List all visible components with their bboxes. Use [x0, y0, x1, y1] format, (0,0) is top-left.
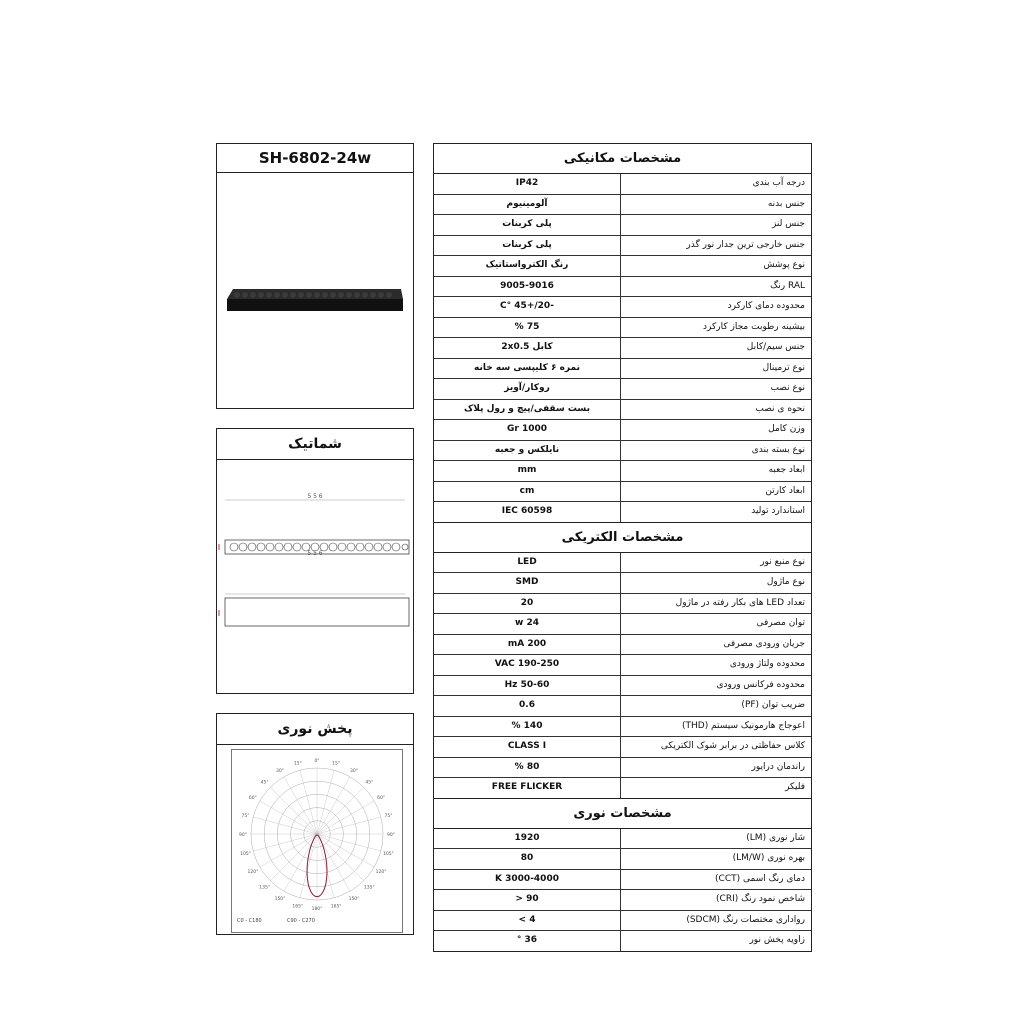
schematic-title: شماتیک: [217, 429, 413, 460]
polar-legend-2: C90 - C270: [287, 918, 315, 924]
table-row: [434, 174, 811, 195]
polar-spoke: [253, 834, 317, 851]
polar-angle-label: 150°: [348, 897, 360, 903]
polar-angle-label: 90°: [387, 833, 395, 838]
table-row: [434, 420, 811, 441]
spec-value: 190-250 VAC: [494, 659, 560, 669]
spec-value: 20: [520, 597, 534, 608]
table-row: [434, 441, 811, 462]
spec-label: ابعاد جعبه: [620, 461, 811, 481]
spec-value: FREE FLICKER: [491, 782, 563, 792]
polar-spoke: [284, 777, 317, 834]
spec-value: روکار/آویز: [504, 383, 550, 393]
spec-label: توان مصرفی: [620, 614, 811, 634]
spec-label: راندمان درایور: [620, 758, 811, 778]
polar-spoke: [317, 834, 374, 867]
spec-label: بیشینه رطوبت مجاز کارکرد: [620, 318, 811, 338]
table-row: [434, 849, 811, 870]
table-row: [434, 911, 811, 932]
polar-spoke: [253, 817, 317, 834]
table-row: [434, 870, 811, 891]
spec-value: رنگ الکترواستاتیک: [485, 260, 569, 270]
polar-angle-label: 150°: [274, 897, 286, 903]
spec-label: نوع منبع نور: [620, 553, 811, 573]
polar-legend-1: C0 - C180: [237, 918, 262, 924]
polar-angle-label: 105°: [383, 852, 394, 858]
table-row: [434, 655, 811, 676]
product-model: SH-6802-24w: [217, 144, 413, 173]
spec-label: نوع ترمینال: [620, 359, 811, 379]
spec-label: بهره نوری (LM/W): [620, 849, 811, 869]
polar-angle-label: 60°: [377, 796, 386, 801]
spec-value: 1920: [514, 832, 540, 843]
spec-label: جنس بدنه: [620, 195, 811, 215]
table-row: [434, 400, 811, 421]
table-row: [434, 676, 811, 697]
spec-value: 50-60 Hz: [504, 679, 550, 690]
spec-value: نایلکس و جعبه: [494, 444, 560, 455]
spec-value: 1000 Gr: [506, 424, 548, 434]
spec-label: اعوجاج هارمونیک سیستم (THD): [620, 717, 811, 737]
section-title: مشخصات مکانیکی: [434, 144, 811, 174]
table-row: [434, 502, 811, 523]
polar-diagram: [231, 749, 403, 933]
polar-spoke: [317, 834, 364, 881]
spec-value: mm: [517, 465, 537, 475]
section-title: مشخصات الکتریکی: [434, 523, 811, 553]
spec-label: جنس خارجی ترین جدار نور گذر: [620, 236, 811, 256]
table-row: [434, 829, 811, 850]
spec-label: نوع پوشش: [620, 256, 811, 276]
spec-value: 4 >: [518, 914, 536, 925]
spec-label: تعداد LED های بکار رفته در ماژول: [620, 594, 811, 614]
spec-value: LED: [517, 556, 537, 567]
polar-angle-label: 15°: [332, 761, 341, 767]
polar-spoke: [317, 777, 350, 834]
light-distribution-title: پخش نوری: [217, 714, 413, 745]
table-row: [434, 594, 811, 615]
spec-label: محدوده فرکانس ورودی: [620, 676, 811, 696]
polar-angle-label: 180°: [311, 907, 323, 912]
spec-label: جنس لنز: [620, 215, 811, 235]
polar-angle-label: 30°: [350, 768, 358, 774]
table-row: [434, 318, 811, 339]
polar-angle-label: 120°: [375, 870, 387, 875]
schematic-panel: [216, 428, 414, 694]
spec-value: 90 <: [515, 894, 539, 904]
spec-value: IP42: [515, 178, 539, 188]
table-row: [434, 573, 811, 594]
table-row: [434, 256, 811, 277]
spec-label: نوع نصب: [620, 379, 811, 399]
spec-value: بست سقفی/پیچ و رول پلاک: [464, 403, 590, 414]
polar-spoke: [317, 817, 381, 834]
spec-label: نحوه ی نصب: [620, 400, 811, 420]
spec-value: 200 mA: [507, 638, 547, 649]
polar-spoke: [260, 801, 317, 834]
table-row: [434, 195, 811, 216]
table-row: [434, 778, 811, 799]
polar-angle-label: 60°: [248, 796, 257, 801]
polar-angle-label: 120°: [247, 870, 259, 875]
spec-value: 0.6: [519, 700, 535, 710]
polar-angle-label: 45°: [260, 780, 269, 786]
table-row: [434, 379, 811, 400]
polar-angle-label: 75°: [384, 813, 393, 819]
spec-label: رواداری مختصات رنگ (SDCM): [620, 911, 811, 931]
schematic-dim-top: 5 5 6: [307, 493, 323, 500]
polar-angle-label: 105°: [240, 852, 251, 858]
polar-angle-label: 135°: [363, 885, 375, 891]
table-row: [434, 614, 811, 635]
spec-label: جنس سیم/کابل: [620, 338, 811, 358]
spec-label: وزن کامل: [620, 420, 811, 440]
spec-value: 24 w: [515, 618, 539, 628]
polar-angle-label: 165°: [330, 904, 342, 910]
polar-spoke: [317, 801, 374, 834]
spec-label: جریان ورودی مصرفی: [620, 635, 811, 655]
spec-value: 9005-9016: [500, 280, 554, 291]
polar-spoke: [300, 770, 317, 834]
polar-angle-label: 165°: [292, 904, 304, 910]
light-fixture-icon: [227, 289, 403, 311]
spec-label: ضریب توان (PF): [620, 696, 811, 716]
table-row: [434, 635, 811, 656]
spec-label: محدوده ولتاژ ورودی: [620, 655, 811, 675]
polar-spoke: [270, 834, 317, 881]
spec-value: -20/+45 °C: [500, 301, 554, 311]
spec-table: [433, 143, 812, 952]
polar-spoke: [300, 834, 317, 898]
section-title: مشخصات نوری: [434, 799, 811, 829]
polar-angle-label: 45°: [365, 780, 374, 786]
schematic-dim-bottom: 5 5 6: [307, 550, 323, 557]
spec-label: محدوده دمای کارکرد: [620, 297, 811, 317]
spec-label: فلیکر: [620, 778, 811, 798]
polar-angle-label: 15°: [293, 761, 302, 767]
table-row: [434, 359, 811, 380]
polar-angle-label: 90°: [239, 833, 247, 838]
polar-angle-label: 135°: [259, 885, 271, 891]
spec-value: CLASS I: [507, 741, 547, 751]
polar-spoke: [270, 787, 317, 834]
spec-value: پلی کربنات: [502, 239, 552, 250]
table-row: [434, 236, 811, 257]
product-panel: [216, 143, 414, 409]
polar-spoke: [260, 834, 317, 867]
spec-label: درجه آب بندی: [620, 174, 811, 194]
table-row: [434, 461, 811, 482]
spec-label: زاویه پخش نور: [620, 931, 811, 951]
spec-value: نمره ۶ کلیپسی سه خانه: [474, 362, 580, 373]
spec-value: IEC 60598: [501, 506, 553, 516]
table-row: [434, 931, 811, 951]
spec-value: 80: [520, 853, 534, 863]
polar-spoke: [317, 770, 334, 834]
spec-label: شاخص نمود رنگ (CRI): [620, 890, 811, 910]
spec-label: نوع بسته بندی: [620, 441, 811, 461]
spec-value: 36 °: [516, 935, 538, 945]
spec-value: SMD: [515, 577, 539, 587]
table-row: [434, 553, 811, 574]
polar-spoke: [317, 787, 364, 834]
spec-label: ابعاد کارتن: [620, 482, 811, 502]
spec-value: پلی کربنات: [502, 219, 552, 229]
schematic-drawing: [217, 460, 413, 694]
table-row: [434, 297, 811, 318]
table-row: [434, 696, 811, 717]
spec-value: 3000-4000 K: [495, 873, 559, 884]
table-row: [434, 215, 811, 236]
spec-label: دمای رنگ اسمی (CCT): [620, 870, 811, 890]
spec-value: 80 %: [514, 761, 540, 772]
spec-value: آلومینیوم: [506, 198, 548, 209]
polar-spoke: [317, 834, 334, 898]
light-distribution-panel: [216, 713, 414, 935]
spec-label: استاندارد تولید: [620, 502, 811, 522]
polar-angle-label: 75°: [241, 813, 250, 819]
table-row: [434, 758, 811, 779]
table-row: [434, 717, 811, 738]
table-row: [434, 338, 811, 359]
spec-label: نوع ماژول: [620, 573, 811, 593]
table-row: [434, 482, 811, 503]
spec-label: RAL رنگ: [620, 277, 811, 297]
spec-label: کلاس حفاظتی در برابر شوک الکتریکی: [620, 737, 811, 757]
polar-spoke: [317, 834, 381, 851]
spec-value: 75 %: [514, 321, 540, 332]
table-row: [434, 737, 811, 758]
table-row: [434, 277, 811, 298]
table-row: [434, 890, 811, 911]
spec-value: cm: [519, 485, 535, 496]
polar-angle-label: 30°: [276, 768, 284, 774]
spec-label: شار نوری (LM): [620, 829, 811, 849]
spec-value: 140 %: [511, 720, 543, 731]
spec-value: کابل 2x0.5: [501, 342, 553, 352]
polar-angle-label: 0°: [314, 759, 320, 764]
product-image: [217, 173, 413, 409]
